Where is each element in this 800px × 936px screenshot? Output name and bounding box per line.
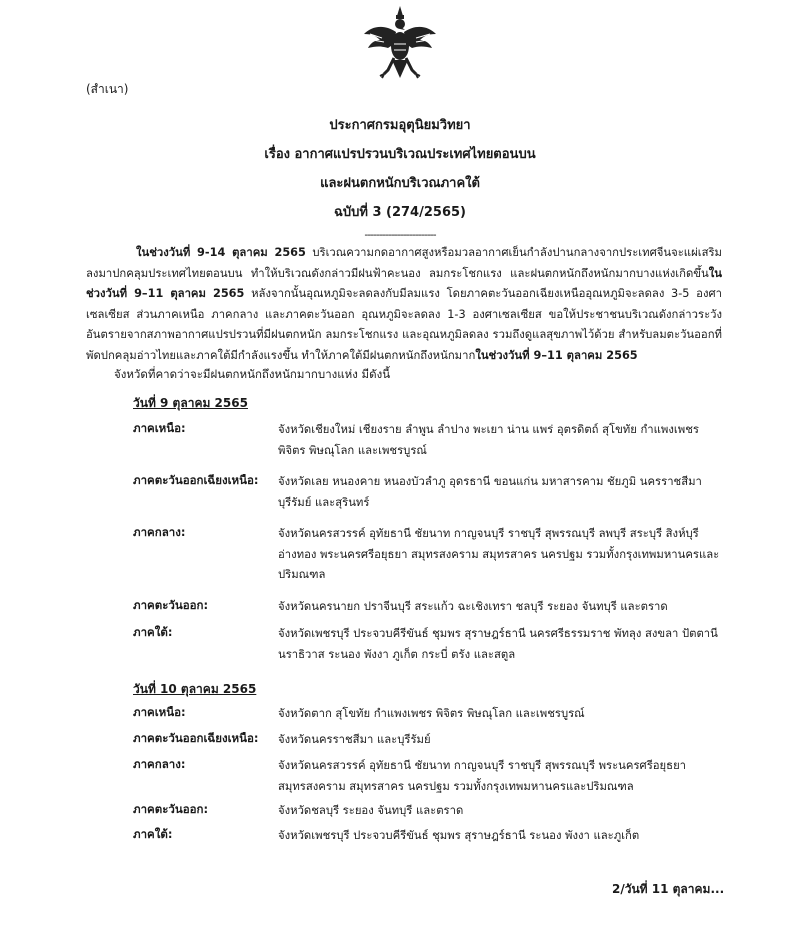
region-provinces: จังหวัดนครสวรรค์ อุทัยธานี ชัยนาท กาญจนบุรี ราชบุรี สุพรรณบุรี พระนครศรีอยุธยา สมุทรสงคราม สมุทรสาคร นครปฐม รวมทั้งกรุงเทพมหานครและปริมณฑล xyxy=(278,759,687,793)
next-page-continuation: 2/วันที่ 11 ตุลาคม... xyxy=(612,882,725,896)
body-text-2: หลังจากนั้นอุณหภูมิจะลดลงกับมีลมแรง โดยภาคตะวันออกเฉียงเหนืออุณหภูมิจะลดลง 3-5 องศาเซลเซียส ส่วนภาคเหนือ ภาคกลาง และภาคตะวันออก อุณหภูมิจะลดลง 1-3 องศาเซลเซียส ขอให้ประชาชนบริเวณดังกล่าวระวังอันตรายจากสภาพอากาศแปรปรวนที่มีฝนตกหนัก ลมกระโชกแรง และอุณหภูมิลดลง รวมถึงดูแลสุขภาพไว้ด้วย สำหรับลมตะวันออกที่พัดปกคลุมอ่าวไทยและภาคใต้มีกำลังแรงขึ้น ทำให้ภาคใต้มีฝนตกหนักถึงหนักมาก xyxy=(86,287,722,362)
region-name: ภาคเหนือ: xyxy=(133,421,186,435)
region-provinces: จังหวัดเชียงใหม่ เชียงราย ลำพูน ลำปาง พะเยา น่าน แพร่ อุตรดิตถ์ สุโขทัย กำแพงเพชร พิจิตร พิษณุโลก และเพชรบูรณ์ xyxy=(278,423,699,457)
announcement-title: ประกาศกรมอุตุนิยมวิทยา xyxy=(329,118,471,133)
region-name: ภาคใต้: xyxy=(133,625,173,639)
region-provinces: จังหวัดนครสวรรค์ อุทัยธานี ชัยนาท กาญจนบุรี ราชบุรี สุพรรณบุรี ลพบุรี สระบุรี สิงห์บุรี อ่างทอง พระนครศรีอยุธยา สมุทรสงคราม สมุทรสาคร นครปฐม รวมทั้งกรุงเทพมหานครและปริมณฑล xyxy=(278,527,720,581)
region-name: ภาคตะวันออกเฉียงเหนือ: xyxy=(133,473,259,487)
region-name: ภาคเหนือ: xyxy=(133,705,186,719)
region-provinces: จังหวัดเพชรบุรี ประจวบคีรีขันธ์ ชุมพร สุราษฎร์ธานี ระนอง พังงา และภูเก็ต xyxy=(278,829,640,842)
body-paragraph xyxy=(86,243,722,366)
body-date-2: ในช่วงวันที่ 9–11 ตุลาคม 2565 xyxy=(86,266,722,300)
region-provinces: จังหวัดเพชรบุรี ประจวบคีรีขันธ์ ชุมพร สุราษฎร์ธานี นครศรีธรรมราช พัทลุง สงขลา ปัตตานี นราธิวาส ระนอง พังงา ภูเก็ต กระบี่ ตรัง และสตูล xyxy=(278,627,718,661)
provinces-intro: จังหวัดที่คาดว่าจะมีฝนตกหนักถึงหนักมากบางแห่ง มีดังนี้ xyxy=(114,367,391,381)
region-provinces: จังหวัดเลย หนองคาย หนองบัวลำภู อุดรธานี ขอนแก่น มหาสารคาม ชัยภูมิ นครราชสีมา บุรีรัมย์ และสุรินทร์ xyxy=(278,475,702,509)
body-text-1: บริเวณความกดอากาศสูงหรือมวลอากาศเย็นกำลังปานกลางจากประเทศจีนจะแผ่เสริมลงมาปกคลุมประเทศไทยตอนบน ทำให้บริเวณดังกล่าวมีฝนฟ้าคะนอง ลมกระโชกแรง และฝนตกหนักถึงหนักมากบางแห่งเกิดขึ้น xyxy=(86,246,722,280)
region-name: ภาคตะวันออกเฉียงเหนือ: xyxy=(133,731,259,745)
garuda-emblem-icon xyxy=(362,4,438,84)
region-name: ภาคกลาง: xyxy=(133,525,186,539)
announcement-issue-number: ฉบับที่ 3 (274/2565) xyxy=(334,205,466,220)
day-1-title: วันที่ 9 ตุลาคม 2565 xyxy=(133,396,248,410)
region-name: ภาคตะวันออก: xyxy=(133,598,209,612)
body-date-1: ในช่วงวันที่ 9-14 ตุลาคม 2565 xyxy=(136,246,306,259)
region-name: ภาคกลาง: xyxy=(133,757,186,771)
region-provinces: จังหวัดนครนายก ปราจีนบุรี สระแก้ว ฉะเชิงเทรา ชลบุรี ระยอง จันทบุรี และตราด xyxy=(278,600,668,613)
header-divider: ------------------------ xyxy=(364,228,436,241)
region-provinces: จังหวัดตาก สุโขทัย กำแพงเพชร พิจิตร พิษณุโลก และเพชรบูรณ์ xyxy=(278,707,585,720)
announcement-subject: เรื่อง อากาศแปรปรวนบริเวณประเทศไทยตอนบน xyxy=(264,147,536,162)
region-name: ภาคใต้: xyxy=(133,827,173,841)
region-provinces: จังหวัดนครราชสีมา และบุรีรัมย์ xyxy=(278,733,431,746)
region-provinces: จังหวัดชลบุรี ระยอง จันทบุรี และตราด xyxy=(278,804,464,817)
region-name: ภาคตะวันออก: xyxy=(133,802,209,816)
body-date-3: ในช่วงวันที่ 9–11 ตุลาคม 2565 xyxy=(475,348,638,362)
announcement-subject-line2: และฝนตกหนักบริเวณภาคใต้ xyxy=(320,176,480,191)
day-2-title: วันที่ 10 ตุลาคม 2565 xyxy=(133,682,257,696)
copy-label: (สำเนา) xyxy=(86,82,129,96)
